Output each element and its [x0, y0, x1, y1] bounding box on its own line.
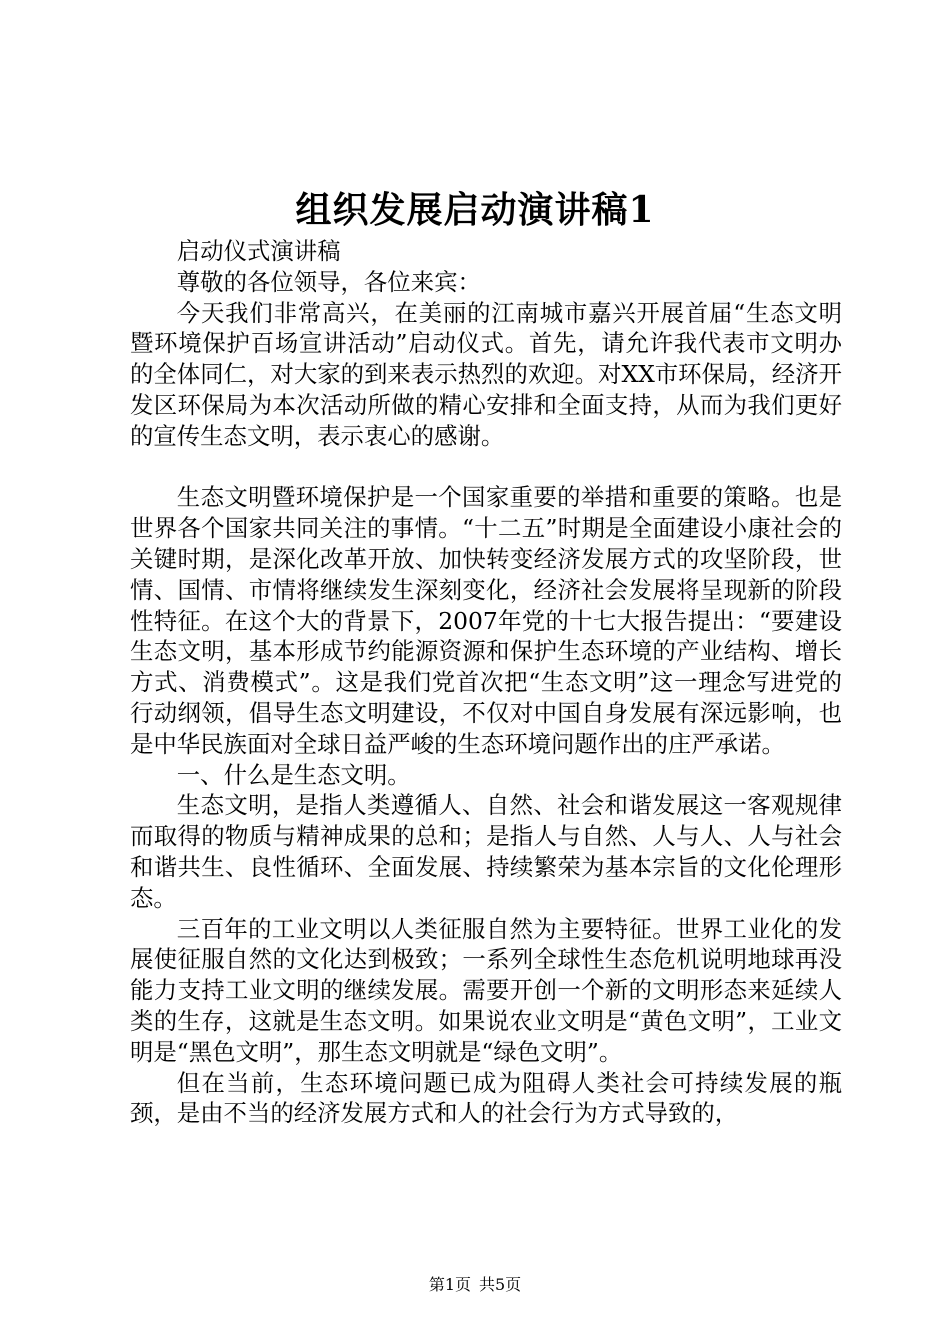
paragraph-background: 生态文明暨环境保护是一个国家重要的举措和重要的策略。也是世界各个国家共同关注的事情。“十二五”时期是全面建设小康社会的关键时期，是深化改革开放、加快转变经济发展方式的攻坚阶段，世情、国情、市情将继续发生深刻变化，经济社会发展将呈现新的阶段性特征。在这个大的背景下，2007年党的十七大报告提出：“要建设生态文明，基本形成节约能源资源和保护生态环境的产业结构、增长方式、消费模式”。这是我们党首次把“生态文明”这一理念写进党的行动纲领，倡导生态文明建设，不仅对中国自身发展有深远影响，也是中华民族面对全球日益严峻的生态环境问题作出的庄严承诺。: [130, 483, 842, 758]
paragraph-definition: 生态文明，是指人类遵循人、自然、社会和谐发展这一客观规律而取得的物质与精神成果的总和；是指人与自然、人与人、人与社会和谐共生、良性循环、全面发展、持续繁荣为基本宗旨的文化伦理形态。: [130, 791, 842, 912]
page-footer: [0, 1274, 950, 1296]
paragraph-subtitle: 启动仪式演讲稿: [176, 237, 341, 265]
page-number: 第1页: [428, 1275, 471, 1294]
paragraph-industrial: 三百年的工业文明以人类征服自然为主要特征。世界工业化的发展使征服自然的文化达到极致；一系列全球性生态危机说明地球再没能力支持工业文明的继续发展。需要开创一个新的文明形态来延续人类的生存，这就是生态文明。如果说农业文明是“黄色文明”，工业文明是“黑色文明”，那生态文明就是“绿色文明”。: [130, 914, 842, 1066]
paragraph-current: 但在当前，生态环境问题已成为阻碍人类社会可持续发展的瓶颈，是由不当的经济发展方式和人的社会行为方式导致的，: [130, 1068, 842, 1128]
document-body: [130, 236, 842, 1129]
document-title: 组织发展启动演讲稿1: [295, 189, 655, 231]
page-total: 共5页: [479, 1275, 522, 1294]
section-heading-1: 一、什么是生态文明。: [176, 760, 411, 789]
paragraph-opening: 今天我们非常高兴，在美丽的江南城市嘉兴开展首届“生态文明暨环境保护百场宣讲活动”启动仪式。首先，请允许我代表市文明办的全体同仁，对大家的到来表示热烈的欢迎。对XX市环保局，经济开发区环保局为本次活动所做的精心安排和全面支持，从而为我们更好的宣传生态文明，表示衷心的感谢。: [130, 298, 842, 450]
paragraph-salutation: 尊敬的各位领导，各位来宾：: [176, 267, 481, 296]
